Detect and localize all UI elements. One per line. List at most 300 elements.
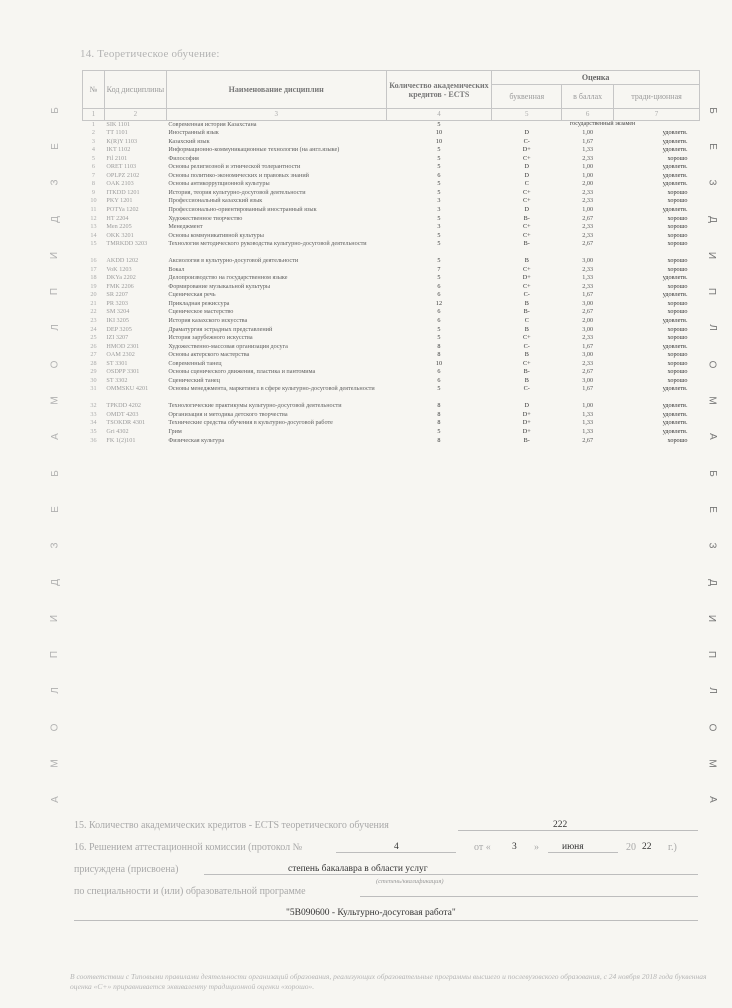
frame-letter: Е — [49, 143, 61, 150]
row-letter-grade: C+ — [522, 154, 531, 162]
row-points: 1,00 — [582, 402, 594, 410]
frame-letter: З — [706, 542, 718, 549]
row-traditional-grade: удовлетв. — [662, 428, 688, 435]
frame-letter: Б — [49, 469, 61, 477]
row-code: IZI 3207 — [106, 334, 129, 342]
row-letter-grade: B — [524, 257, 529, 265]
row-points: 1,33 — [582, 428, 594, 435]
col-number: 7 — [614, 109, 700, 121]
row-discipline-name: История зарубежного искусства — [168, 334, 253, 342]
table-row — [83, 326, 700, 335]
frame-letter: Б — [706, 469, 718, 477]
row-traditional-grade: хорошо — [667, 231, 688, 239]
table-row — [83, 206, 700, 215]
row-number: 4 — [91, 146, 95, 154]
row-number: 34 — [90, 419, 97, 427]
row-credits: 8 — [437, 419, 441, 427]
row-points: 1,33 — [582, 146, 594, 154]
row-discipline-name: Художественно-массовая организация досуга — [168, 342, 288, 350]
row-points: 1,00 — [582, 205, 594, 213]
row-discipline-name: Основы актерского мастерства — [168, 351, 250, 359]
col-number: 3 — [166, 109, 386, 121]
table-row — [83, 146, 700, 155]
row-number: 2 — [91, 129, 95, 137]
frame-letter: М — [49, 396, 61, 405]
row-code: OMMSKU 4201 — [106, 385, 149, 393]
frame-letter: Д — [49, 215, 61, 223]
table-row — [83, 308, 700, 317]
table-row — [83, 215, 700, 224]
frame-letter: А — [706, 433, 718, 441]
row-credits: 3 — [437, 223, 441, 231]
frame-letter: З — [706, 179, 718, 186]
row-number: 1 — [91, 121, 95, 128]
row-code: IKT 1102 — [106, 146, 131, 154]
frame-letter: И — [49, 251, 61, 259]
row-letter-grade: B- — [523, 308, 530, 316]
row-credits: 8 — [437, 342, 441, 350]
row-discipline-name: Основы антикоррупционной культуры — [168, 180, 270, 188]
row-credits: 12 — [435, 299, 443, 307]
row-points: 3,00 — [582, 376, 594, 384]
row-discipline-name: Информационно-коммуникационные технологии (на англ.языке) — [168, 146, 340, 154]
row-discipline-name: Современная история Казахстана — [168, 121, 257, 128]
frame-letter: Е — [706, 143, 718, 150]
grades-table — [82, 70, 700, 445]
row-discipline-name: Профессионально-ориентированный иностранный язык — [168, 205, 317, 213]
row-traditional-grade: удовлетв. — [662, 146, 688, 154]
row-credits: 5 — [437, 428, 441, 435]
row-points: 1,00 — [582, 171, 594, 179]
table-row — [83, 121, 700, 130]
row-number: 14 — [90, 231, 97, 239]
awarded-label: присуждена (присвоена) — [74, 864, 179, 875]
frame-letter: И — [706, 251, 718, 259]
row-letter-grade: B- — [523, 368, 530, 376]
row-credits: 5 — [437, 188, 441, 196]
row-discipline-name: Основы менеджмента, маркетинга в сфере культурно-досуговой деятельности — [168, 385, 375, 393]
row-number: 15 — [90, 240, 97, 248]
row-discipline-name: Сценическая речь — [168, 291, 216, 299]
row-code: OAM 2302 — [106, 351, 135, 359]
row-points: 3,00 — [582, 351, 594, 359]
row-discipline-name: Физическая культура — [168, 436, 225, 444]
row-number: 17 — [90, 265, 97, 273]
state-exam-note: государственный экзамен — [569, 121, 636, 127]
row-letter-grade: C+ — [522, 282, 531, 290]
row-discipline-name: Технологические практикумы культурно-досуговой деятельности — [168, 402, 342, 410]
frame-letter: Д — [706, 215, 718, 223]
row-credits: 6 — [437, 291, 441, 299]
col-header-name: Наименование дисциплин — [166, 71, 386, 109]
row-traditional-grade: хорошо — [667, 265, 688, 273]
row-letter-grade: D+ — [522, 410, 531, 418]
row-letter-grade: C- — [523, 137, 530, 145]
row-letter-grade: C+ — [522, 197, 531, 205]
row-credits: 5 — [437, 146, 441, 154]
frame-letter: З — [49, 179, 61, 186]
credits-total-label: 15. Количество академических кредитов - ECTS теоретического обучения — [74, 820, 389, 831]
frame-letter: О — [706, 723, 718, 732]
row-points: 1,00 — [582, 129, 594, 137]
credits-total-value: 222 — [553, 820, 568, 830]
row-points: 2,33 — [582, 359, 594, 367]
row-number: 27 — [90, 351, 97, 359]
frame-letter: Л — [49, 687, 61, 695]
row-letter-grade: C+ — [522, 188, 531, 196]
row-credits: 8 — [437, 410, 441, 418]
row-letter-grade: B — [524, 299, 529, 307]
row-letter-grade: D — [524, 171, 529, 179]
table-row — [83, 232, 700, 241]
col-number: 1 — [83, 109, 105, 121]
row-credits: 5 — [437, 257, 441, 265]
protocol-year: 22 — [642, 842, 652, 852]
row-points: 2,67 — [582, 436, 594, 444]
frame-letter: А — [49, 796, 61, 804]
row-points: 2,33 — [582, 334, 594, 342]
table-row — [83, 291, 700, 300]
col-header-grade: Оценка — [492, 71, 700, 85]
row-points: 2,33 — [582, 223, 594, 231]
frame-letter: Л — [706, 324, 718, 332]
table-row — [83, 385, 700, 402]
row-credits: 5 — [437, 180, 441, 188]
row-discipline-name: Философия — [168, 154, 199, 162]
row-points: 3,00 — [582, 325, 594, 333]
row-code: VoK 1203 — [106, 265, 132, 273]
row-discipline-name: Прикладная режиссура — [168, 299, 230, 307]
row-points: 2,67 — [582, 240, 594, 248]
row-code: TPKDD 4202 — [106, 402, 141, 410]
row-points: 2,33 — [582, 265, 594, 273]
row-number: 16 — [90, 257, 97, 265]
row-discipline-name: Технические средства обучения в культурно-досуговой работе — [168, 419, 333, 427]
table-row — [83, 257, 700, 266]
col-header-points: в баллах — [562, 85, 614, 109]
col-header-code: Код дисциплины — [104, 71, 166, 109]
col-header-trad: тради-ционная — [614, 85, 700, 109]
row-letter-grade: C- — [523, 291, 530, 299]
row-code: PKY 1201 — [106, 197, 133, 205]
frame-letter: Л — [706, 687, 718, 695]
row-code: OMDT 4203 — [106, 410, 139, 418]
table-row — [83, 266, 700, 275]
row-discipline-name: Организация и методика детского творчества — [168, 410, 288, 418]
row-points: 2,67 — [582, 308, 594, 316]
row-traditional-grade: хорошо — [667, 334, 688, 342]
frame-letter: Б — [49, 106, 61, 114]
table-row — [83, 180, 700, 189]
row-number: 13 — [90, 223, 97, 231]
row-points: 2,67 — [582, 214, 594, 222]
row-number: 22 — [90, 308, 97, 316]
row-traditional-grade: удовлетв. — [662, 137, 688, 145]
table-row — [83, 437, 700, 446]
row-points: 1,00 — [582, 163, 594, 171]
frame-letter: И — [706, 614, 718, 622]
frame-letter: И — [49, 614, 61, 622]
row-number: 36 — [90, 436, 97, 444]
row-traditional-grade: удовлетв. — [662, 342, 688, 350]
row-traditional-grade: хорошо — [667, 197, 688, 205]
row-credits: 6 — [437, 171, 441, 179]
col-number: 6 — [562, 109, 614, 121]
row-number: 12 — [90, 214, 97, 222]
row-discipline-name: Художественное творчество — [168, 214, 243, 222]
frame-letter: П — [49, 288, 61, 296]
row-traditional-grade: удовлетв. — [662, 419, 688, 427]
decision-label: 16. Решением аттестационной комиссии (протокол № — [74, 842, 303, 853]
row-traditional-grade: хорошо — [667, 214, 688, 222]
row-traditional-grade: удовлетв. — [662, 163, 688, 171]
row-points: 1,67 — [582, 385, 594, 393]
row-number: 6 — [91, 163, 95, 171]
row-credits: 6 — [437, 316, 441, 324]
row-code: ORET 1103 — [106, 163, 137, 171]
table-row — [83, 419, 700, 428]
row-letter-grade: C — [524, 316, 529, 324]
row-traditional-grade: хорошо — [667, 308, 688, 316]
row-traditional-grade: хорошо — [667, 325, 688, 333]
col-header-credits: Количество академических кредитов - ECTS — [386, 71, 492, 109]
row-letter-grade: C — [524, 180, 529, 188]
row-number: 31 — [90, 385, 97, 393]
year-prefix: 20 — [626, 842, 636, 853]
row-number: 8 — [91, 180, 95, 188]
frame-letter: О — [49, 723, 61, 732]
row-points: 1,33 — [582, 274, 594, 282]
row-letter-grade: C+ — [522, 231, 531, 239]
col-number: 2 — [104, 109, 166, 121]
program-label: по специальности и (или) образовательной программе — [74, 886, 306, 897]
row-code: FK 1(2)101 — [106, 436, 136, 444]
row-number: 19 — [90, 282, 97, 290]
row-number: 30 — [90, 376, 97, 384]
row-traditional-grade: удовлетв. — [662, 402, 688, 410]
row-discipline-name: История казахского искусства — [168, 316, 248, 324]
table-row — [83, 283, 700, 292]
row-number: 26 — [90, 342, 97, 350]
row-number: 11 — [90, 205, 97, 213]
table-row — [83, 377, 700, 386]
frame-letter: Б — [706, 106, 718, 114]
row-points: 1,67 — [582, 137, 594, 145]
row-number: 35 — [90, 428, 97, 435]
row-discipline-name: Казахский язык — [168, 137, 210, 145]
table-row — [83, 368, 700, 377]
frame-letter: М — [49, 759, 61, 768]
frame-letter: П — [706, 651, 718, 659]
protocol-number: 4 — [394, 842, 399, 852]
table-row — [83, 317, 700, 326]
table-row — [83, 411, 700, 420]
table-row — [83, 274, 700, 283]
row-traditional-grade: удовлетв. — [662, 385, 688, 393]
row-discipline-name: Основы сценического движения, пластика и пантомима — [168, 368, 316, 376]
row-letter-grade: B — [524, 351, 529, 359]
table-row — [83, 402, 700, 411]
row-traditional-grade: хорошо — [667, 436, 688, 444]
row-code: DEP 3205 — [106, 325, 132, 333]
row-credits: 6 — [437, 282, 441, 290]
frame-letter: Д — [706, 578, 718, 586]
row-traditional-grade: хорошо — [667, 376, 688, 384]
awarded-degree: степень бакалавра в области услуг — [288, 864, 428, 874]
frame-letter: Л — [49, 324, 61, 332]
row-traditional-grade: хорошо — [667, 368, 688, 376]
row-discipline-name: Аксиология в культурно-досуговой деятельности — [168, 257, 299, 265]
row-number: 23 — [90, 316, 97, 324]
table-row — [83, 155, 700, 164]
row-discipline-name: Грим — [168, 428, 182, 435]
row-discipline-name: Вокал — [168, 265, 185, 273]
section-title: 14. Теоретическое обучение: — [80, 48, 220, 60]
row-letter-grade: B- — [523, 436, 530, 444]
frame-letter: О — [706, 360, 718, 369]
row-credits: 6 — [437, 368, 441, 376]
row-discipline-name: Делопроизводство на государственном языке — [168, 274, 288, 282]
table-row — [83, 428, 700, 437]
row-letter-grade: D+ — [522, 146, 531, 154]
row-credits: 5 — [437, 154, 441, 162]
col-header-num: № — [83, 71, 105, 109]
row-code: ITKDD 1201 — [106, 188, 140, 196]
row-code: OSDPP 3301 — [106, 368, 140, 376]
row-credits: 10 — [435, 137, 443, 145]
row-discipline-name: Сценический танец — [168, 376, 220, 384]
row-traditional-grade: хорошо — [667, 188, 688, 196]
row-code: OKK 3201 — [106, 231, 134, 239]
right-vertical-frame-text — [704, 92, 720, 818]
row-code: TSOKDR 4301 — [106, 419, 146, 427]
row-discipline-name: Технология методического руководства культурно-досуговой деятельности — [168, 240, 367, 248]
row-credits: 5 — [437, 385, 441, 393]
row-letter-grade: C+ — [522, 359, 531, 367]
row-code: TMRKDD 3203 — [106, 240, 148, 248]
row-discipline-name: Основы религиозной и этнической толерантности — [168, 163, 301, 171]
row-traditional-grade: хорошо — [667, 359, 688, 367]
col-header-letter: буквенная — [492, 85, 562, 109]
row-number: 29 — [90, 368, 97, 376]
frame-letter: О — [49, 360, 61, 369]
row-code: SM 3204 — [106, 308, 130, 316]
date-quote-close: » — [534, 842, 539, 853]
row-points: 2,00 — [582, 180, 594, 188]
row-code: Fil 2101 — [106, 154, 128, 162]
row-code: K(R)Y 1103 — [106, 137, 138, 145]
row-discipline-name: История, теория культурно-досуговой деятельности — [168, 188, 306, 196]
row-letter-grade: C+ — [522, 334, 531, 342]
row-traditional-grade: удовлетв. — [662, 205, 688, 213]
row-code: FMK 2206 — [106, 282, 134, 290]
row-number: 25 — [90, 334, 97, 342]
row-code: DKYa 2202 — [106, 274, 136, 282]
row-points: 1,67 — [582, 342, 594, 350]
row-traditional-grade: удовлетв. — [662, 171, 688, 179]
row-number: 3 — [91, 137, 95, 145]
row-code: ST 3301 — [106, 359, 128, 367]
frame-letter: А — [49, 433, 61, 441]
row-discipline-name: Формирование музыкальной культуры — [168, 282, 271, 290]
row-points: 2,33 — [582, 282, 594, 290]
row-traditional-grade: хорошо — [667, 223, 688, 231]
row-code: Gri 4302 — [106, 428, 129, 435]
row-credits: 6 — [437, 376, 441, 384]
row-credits: 5 — [437, 163, 441, 171]
row-code: SR 2207 — [106, 291, 128, 299]
table-row — [83, 189, 700, 198]
row-points: 2,33 — [582, 231, 594, 239]
row-credits: 8 — [437, 402, 441, 410]
row-traditional-grade: хорошо — [667, 299, 688, 307]
table-row — [83, 351, 700, 360]
row-traditional-grade: удовлетв. — [662, 316, 688, 324]
row-letter-grade: C+ — [522, 223, 531, 231]
row-traditional-grade: удовлетв. — [662, 129, 688, 137]
row-code: OPLPZ 2102 — [106, 171, 140, 179]
row-number: 10 — [90, 197, 97, 205]
row-credits: 5 — [437, 214, 441, 222]
row-number: 21 — [90, 299, 97, 307]
table-row — [83, 129, 700, 138]
protocol-day: 3 — [512, 842, 517, 852]
frame-letter: М — [706, 396, 718, 405]
row-code: AKDD 1202 — [106, 257, 139, 265]
row-letter-grade: C- — [523, 342, 530, 350]
row-number: 7 — [91, 171, 95, 179]
row-code: OAK 2103 — [106, 180, 134, 188]
row-credits: 5 — [437, 325, 441, 333]
row-letter-grade: D+ — [522, 274, 531, 282]
row-points: 3,00 — [582, 257, 594, 265]
table-row — [83, 300, 700, 309]
row-credits: 8 — [437, 351, 441, 359]
row-credits: 10 — [435, 129, 443, 137]
table-row — [83, 343, 700, 352]
row-code: IKI 3205 — [106, 316, 129, 324]
col-number: 4 — [386, 109, 492, 121]
row-credits: 5 — [437, 231, 441, 239]
row-discipline-name: Основы коммуникативной культуры — [168, 231, 264, 239]
frame-letter: А — [706, 796, 718, 804]
table-row — [83, 360, 700, 369]
row-points: 2,33 — [582, 197, 594, 205]
row-code: HMOD 2301 — [106, 342, 140, 350]
table-row — [83, 163, 700, 172]
row-traditional-grade: хорошо — [667, 351, 688, 359]
row-discipline-name: Драматургия эстрадных представлений — [168, 325, 273, 333]
row-traditional-grade: удовлетв. — [662, 180, 688, 188]
row-number: 20 — [90, 291, 97, 299]
row-letter-grade: C+ — [522, 265, 531, 273]
row-points: 2,00 — [582, 316, 594, 324]
row-traditional-grade: удовлетв. — [662, 274, 688, 282]
table-row — [83, 138, 700, 147]
program-name: "5В090600 - Культурно-досуговая работа" — [286, 908, 456, 918]
frame-letter: Е — [49, 506, 61, 513]
row-points: 1,67 — [582, 291, 594, 299]
row-credits: 5 — [437, 240, 441, 248]
row-credits: 3 — [437, 205, 441, 213]
row-traditional-grade: удовлетв. — [662, 291, 688, 299]
row-number: 5 — [91, 154, 95, 162]
row-number: 33 — [90, 410, 97, 418]
row-code: Men 2205 — [106, 223, 132, 231]
row-letter-grade: B — [524, 376, 529, 384]
row-traditional-grade: хорошо — [667, 282, 688, 290]
date-from-label: от « — [474, 842, 491, 853]
